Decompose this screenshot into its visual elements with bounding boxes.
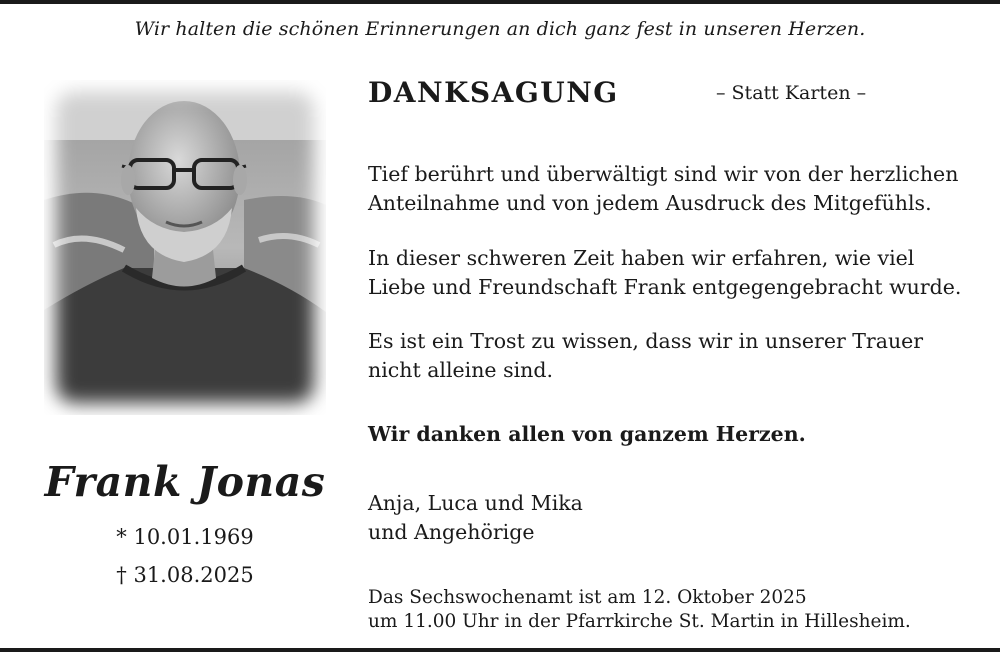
portrait-photo (44, 80, 326, 415)
signer-line: und Angehörige (368, 520, 535, 544)
signer-line: Anja, Luca und Mika (368, 491, 583, 515)
paragraph-line: Es ist ein Trost zu wissen, dass wir in unserer Trauer (368, 329, 924, 353)
paragraph-line: Tief berührt und überwältigt sind wir von der herzlichen (368, 162, 959, 186)
top-border (0, 0, 1000, 4)
service-line: um 11.00 Uhr in der Pfarrkirche St. Martin in Hillesheim. (368, 611, 911, 632)
motto: Wir halten die schönen Erinnerungen an dich ganz fest in unseren Herzen. (134, 18, 866, 40)
paragraph-line: nicht alleine sind. (368, 358, 553, 382)
paragraph-line: Liebe und Freundschaft Frank entgegengebracht wurde. (368, 275, 962, 299)
bottom-border (0, 648, 1000, 652)
paragraph-line: In dieser schweren Zeit haben wir erfahren, wie viel (368, 246, 915, 270)
paragraph-line: Anteilnahme und von jedem Ausdruck des Mitgefühls. (368, 191, 932, 215)
paragraph (368, 160, 988, 218)
deceased-name: Frank Jonas (44, 458, 326, 506)
thanks-line: Wir danken allen von ganzem Herzen. (368, 422, 806, 446)
birth-date: * 10.01.1969 (116, 525, 254, 549)
death-date: † 31.08.2025 (116, 563, 254, 587)
page-title: DANKSAGUNG (368, 76, 619, 109)
service-notice (368, 586, 988, 634)
service-line: Das Sechswochenamt ist am 12. Oktober 2025 (368, 587, 807, 608)
subtitle: – Statt Karten – (716, 82, 867, 104)
paragraph (368, 244, 988, 302)
paragraph (368, 327, 988, 385)
signers (368, 489, 583, 547)
